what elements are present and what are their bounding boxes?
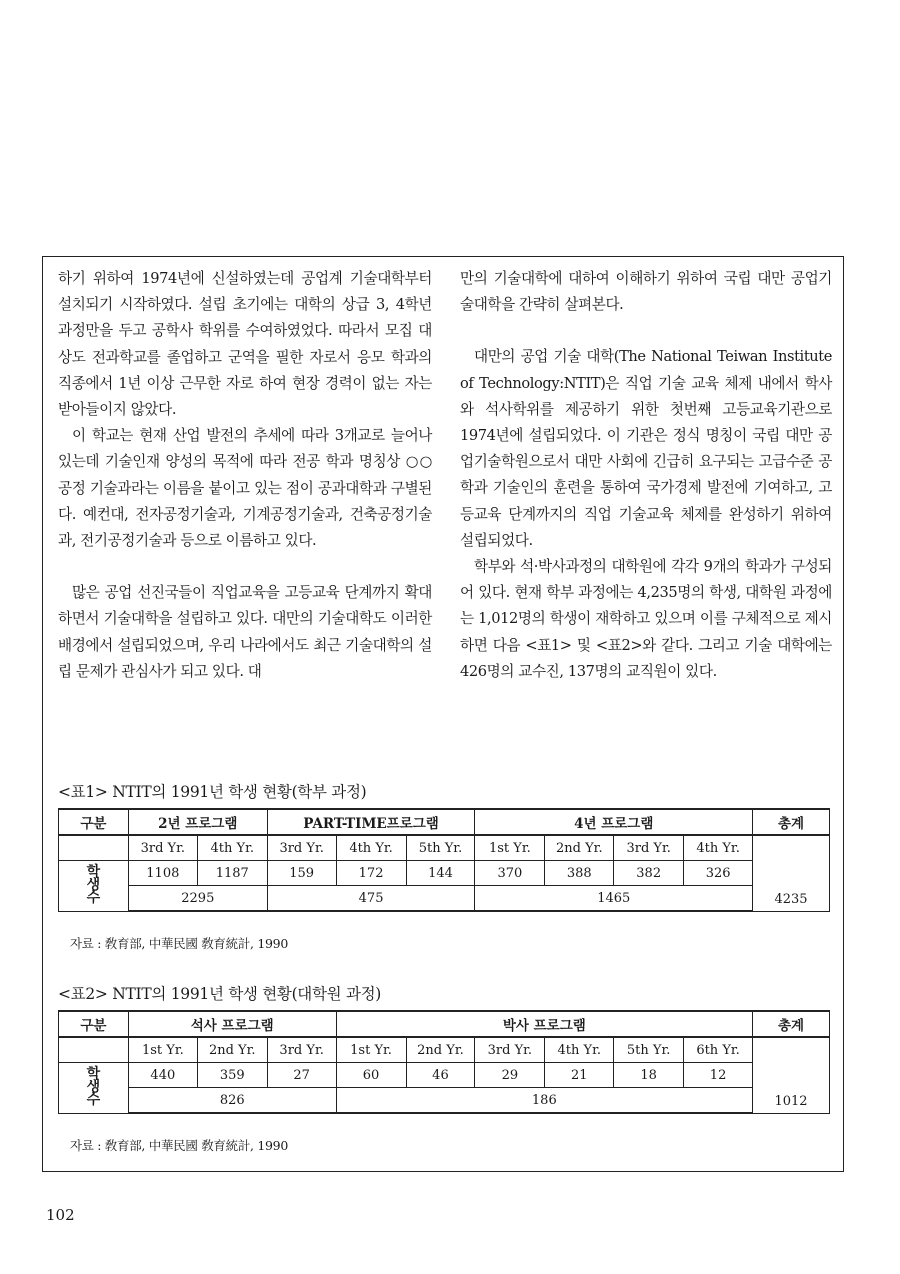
year-cell: 5th Yr. — [614, 1037, 684, 1063]
table2 — [58, 1010, 830, 1114]
subtotal-cell: 186 — [336, 1088, 752, 1114]
table-row — [59, 835, 830, 861]
year-cell: 1st Yr. — [336, 1037, 406, 1063]
row-label-students: 학 생 수 — [59, 1063, 129, 1114]
year-cell: 2nd Yr. — [197, 1037, 267, 1063]
table-row — [59, 1063, 830, 1088]
table-row — [59, 861, 830, 886]
year-cell: 4th Yr. — [684, 835, 753, 861]
total-value: 4235 — [753, 835, 830, 911]
table1-caption: <표1> NTIT의 1991년 학생 현황(학부 과정) — [58, 783, 367, 801]
subtotal-cell: 475 — [267, 886, 475, 912]
count-cell: 46 — [406, 1063, 475, 1088]
count-cell: 12 — [684, 1063, 753, 1088]
count-cell: 27 — [267, 1063, 336, 1088]
year-cell: 1st Yr. — [128, 1037, 197, 1063]
total-value: 1012 — [753, 1037, 830, 1113]
row-label-students: 학 생 수 — [59, 861, 129, 912]
table2-source: 자료 : 敎育部, 中華民國 敎育統計, 1990 — [70, 1138, 288, 1153]
header-division: 구분 — [59, 1011, 129, 1037]
year-cell: 3rd Yr. — [267, 1037, 336, 1063]
header-masters: 석사 프로그램 — [128, 1011, 336, 1037]
count-cell: 370 — [475, 861, 545, 886]
count-cell: 1187 — [197, 861, 267, 886]
paragraph: 대만의 공업 기술 대학(The National Teiwan Institute of Technology:NTIT)은 직업 기술 교육 체제 내에서 학사와 석사학위를 제공하기 위한 첫번째 고등교육기관으로 1974년에 설립되었다. 이 기관은 정식 명칭이 국립 대만 공업기술학원으로서 대만 사회에 긴급히 요구되는 고급수준 공학과 기술인의 훈련을 통하여 국가경제 발전에 기여하고, 고등교육 단계까지의 직업 기술교육 체제를 완성하기 위하여 설립되었다. — [460, 348, 832, 549]
year-cell: 2nd Yr. — [406, 1037, 475, 1063]
count-cell: 60 — [336, 1063, 406, 1088]
left-column — [58, 266, 432, 685]
header-program-parttime: PART-TIME프로그램 — [267, 809, 475, 835]
count-cell: 440 — [128, 1063, 197, 1088]
year-cell: 3rd Yr. — [128, 835, 197, 861]
page-number: 102 — [46, 1206, 75, 1224]
count-cell: 382 — [614, 861, 684, 886]
paragraph: 하기 위하여 1974년에 신설하였는데 공업계 기술대학부터 설치되기 시작하였다. 설립 초기에는 대학의 상급 3, 4학년 과정만을 두고 공학사 학위를 수여하였었다. 따라서 모집 대상도 전과학교를 졸업하고 군역을 필한 자로서 응모 학과의 직종에서 1년 이상 근무한 자로 하여 현장 경력이 없는 자는 받아들이지 않았다. — [58, 270, 432, 419]
subtotal-cell: 1465 — [475, 886, 753, 912]
table1 — [58, 808, 830, 912]
count-cell: 159 — [267, 861, 336, 886]
count-cell: 29 — [475, 1063, 545, 1088]
year-cell: 3rd Yr. — [614, 835, 684, 861]
paragraph: 이 학교는 현재 산업 발전의 추세에 따라 3개교로 늘어나 있는데 기술인재 양성의 목적에 따라 전공 학과 명칭상 ○○ 공정 기술과라는 이름을 붙이고 있는 점이 공과대학과 구별된다. 예컨대, 전자공정기술과, 기계공정기술과, 건축공정기술과, 전기공정기술과 등으로 이름하고 있다. — [58, 427, 432, 550]
year-cell: 4th Yr. — [336, 835, 406, 861]
subtotal-cell: 2295 — [128, 886, 267, 912]
paragraph: 많은 공업 선진국들이 직업교육을 고등교육 단계까지 확대하면서 기술대학을 설립하고 있다. 대만의 기술대학도 이러한 배경에서 설립되었으며, 우리 나라에서도 최근 기술대학의 설립 문제가 관심사가 되고 있다. 대 — [58, 584, 432, 680]
right-column — [460, 266, 832, 685]
table-row — [59, 1037, 830, 1063]
paragraph: 만의 기술대학에 대하여 이해하기 위하여 국립 대만 공업기술대학을 간략히 살펴본다. — [460, 270, 832, 314]
header-program-4yr: 4년 프로그램 — [475, 809, 753, 835]
year-cell: 4th Yr. — [197, 835, 267, 861]
header-division: 구분 — [59, 809, 129, 835]
year-cell: 2nd Yr. — [545, 835, 614, 861]
year-cell: 1st Yr. — [475, 835, 545, 861]
table-row — [59, 886, 830, 912]
count-cell: 388 — [545, 861, 614, 886]
count-cell: 1108 — [128, 861, 197, 886]
header-program-2yr: 2년 프로그램 — [128, 809, 267, 835]
header-total: 총계 — [753, 809, 830, 835]
table-row — [59, 1088, 830, 1114]
header-doctoral: 박사 프로그램 — [336, 1011, 752, 1037]
subtotal-cell: 826 — [128, 1088, 336, 1114]
count-cell: 21 — [545, 1063, 614, 1088]
count-cell: 359 — [197, 1063, 267, 1088]
count-cell: 172 — [336, 861, 406, 886]
paragraph: 학부와 석·박사과정의 대학원에 각각 9개의 학과가 구성되어 있다. 현재 학부 과정에는 4,235명의 학생, 대학원 과정에는 1,012명의 학생이 재학하고 있으며 이를 구체적으로 제시하면 다음 <표1> 및 <표2>와 같다. 그리고 기술 대학에는 426명의 교수진, 137명의 교직원이 있다. — [460, 558, 832, 680]
count-cell: 326 — [684, 861, 753, 886]
count-cell: 18 — [614, 1063, 684, 1088]
year-cell: 3rd Yr. — [475, 1037, 545, 1063]
year-cell: 3rd Yr. — [267, 835, 336, 861]
year-cell: 5th Yr. — [406, 835, 475, 861]
table2-caption: <표2> NTIT의 1991년 학생 현황(대학원 과정) — [58, 985, 382, 1003]
count-cell: 144 — [406, 861, 475, 886]
year-cell: 4th Yr. — [545, 1037, 614, 1063]
table1-source: 자료 : 敎育部, 中華民國 敎育統計, 1990 — [70, 936, 288, 951]
header-total: 총계 — [753, 1011, 830, 1037]
year-cell: 6th Yr. — [684, 1037, 753, 1063]
